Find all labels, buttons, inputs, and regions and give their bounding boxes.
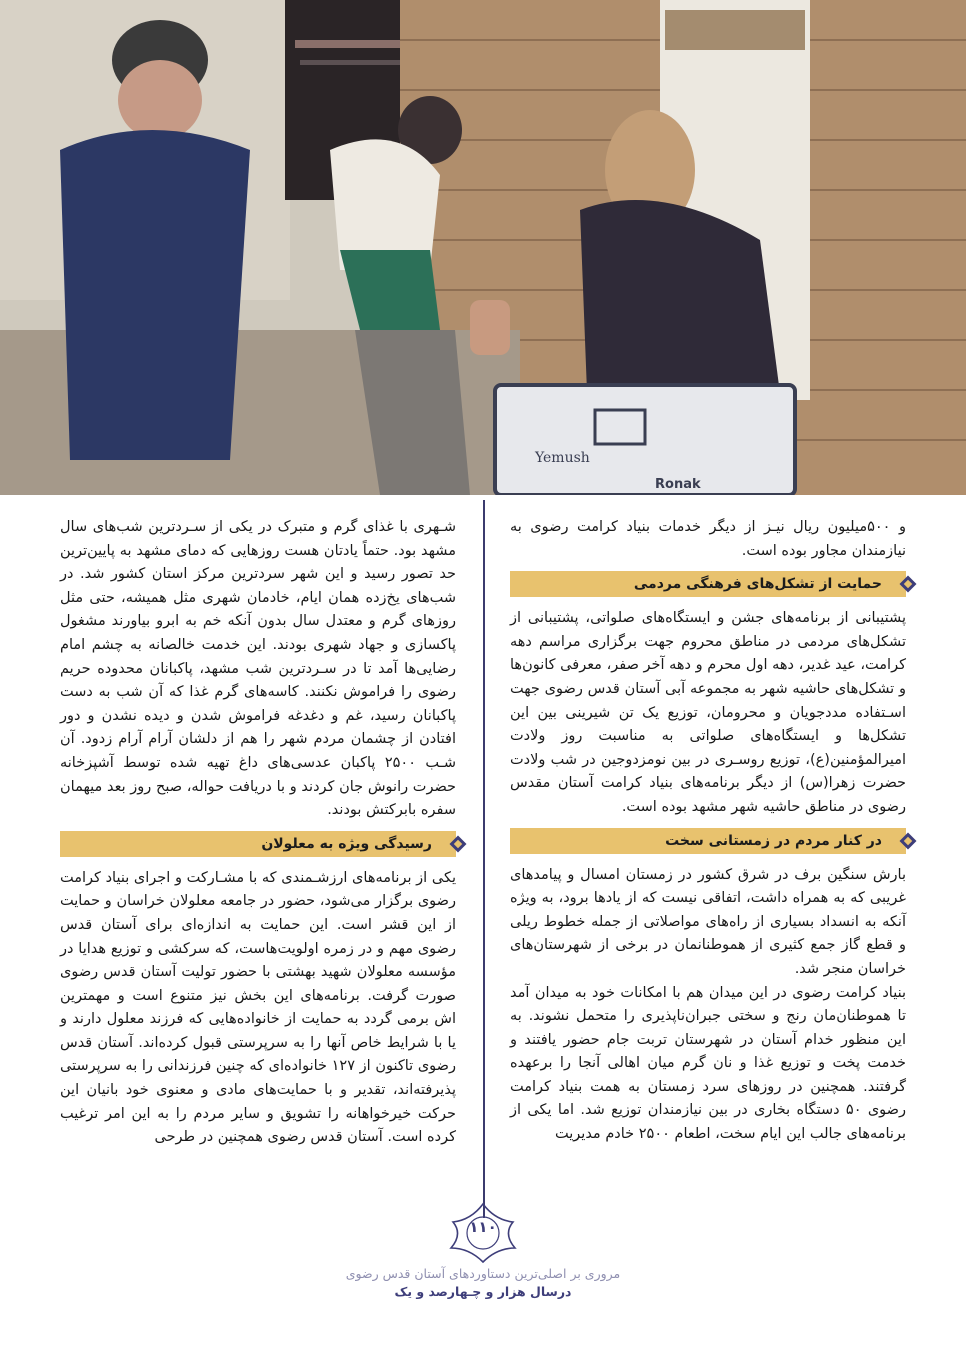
right-intro-paragraph: و ۵۰۰میلیون ریال نیـز از دیگر خدمات بنیاد کرامت رضوی به نیازمندان مجاور بوده است. [510, 519, 906, 559]
section-heading-disabled [60, 831, 456, 857]
bag-model-text: Ronak [655, 477, 701, 492]
photo-illustration [0, 0, 966, 495]
heading-diamond-icon [450, 835, 467, 852]
heading-text: رسیدگی ویژه به معلولان [261, 835, 432, 852]
section-heading-winter [510, 828, 906, 854]
right-column [510, 516, 906, 1147]
column-divider [483, 500, 485, 1218]
left-continuation-paragraph: شـهری با غذای گرم و متبرک در یکی از سـردترین شب‌های سال مشهد بود. حتماً یادتان هست روزهایی که دمای مشهد به پایین‌ترین حد تصور رسید و این شهر سردترین مرکز استان کشور شد. در شب‌های یخ‌زده همان ایام، خادمان شهری مثل همیشه، حتی مثل روزهای گرم و معتدل سال بدون آنکه خم به ابرو بیاورند مشغول پاکسازی و جهاد شهری بودند. این خدمت خالصانه به چشم امام رضایی‌ها آمد تا در سـردترین شب مشهد، پاکبانان محدوده حریم رضوی را فراموش نکنند. کاسه‌های گرم غذا که آن شب به دست پاکبانان رسید، غم و دغدغه فراموش شدن و دیده نشدن و دور افتادن از چشمان مردم شهر را هم از دلشان آرام آرام زدود. آن شـب ۲۵۰۰ پاکبان عدسی‌های داغ تهیه شده توسط آشپزخانه حضرت رانوش جان کردند و با دریافت حواله، صبح روز بعد میهمان سفره بابرکتش بودند. [60, 519, 456, 819]
page-number: ۱۱۰ [469, 1218, 497, 1236]
heading-diamond-icon [900, 832, 917, 849]
section-heading-cultural [510, 571, 906, 597]
heading-text: حمایت از تشکل‌های فرهنگی مردمی [633, 576, 882, 593]
cultural-paragraph: پشتیبانی از برنامه‌های جشن و ایستگاه‌های صلواتی، پشتیبانی از تشکل‌های مردمی در مناطق محروم جهت برگزاری مراسم دهه کرامت، عید غدیر، دهه اول محرم و دهه آخر صفر، معرفی کانون‌ها و تشکل‌های حاشیه شهر به مجموعه آبی آستان قدس رضوی جهت اسـتفاده مددجویان و محرومان، توزیع یک تن شیرینی بین این تشکل‌ها و ایستگاه‌های صلواتی به مناسبت روز ولادت امیرالمؤمنین(ع)، توزیع روسـری در بین نومزدوجین در شب ولادت حضرت زهرا(س) از دیگر برنامه‌های بنیاد کرامت آستان مقدس رضوی در مناطق حاشیه شهر مشهد بوده است. [510, 610, 906, 815]
heading-diamond-icon [900, 576, 917, 593]
disabled-paragraph: یکی از برنامه‌های ارزشـمندی که با مشـارکت و اجرای بنیاد کرامت رضوی برگزار می‌شود، حضور در جامعه معلولان خراسان و حمایت از این قشر است. این حمایت به اندازه‌ای برای آستان قدس رضوی مهم و در زمره اولویت‌هاست، که سرکشی و توزیع هدایا در مؤسسه معلولان شهید بهشتی با حضور تولیت آستان قدس رضوی صورت گرفت. برنامه‌های این بخش نیز متنوع است و مهمترین اش برمی گردد به حمایت از خانواده‌هایی که فرزند معلول دارند و یا با شرایط خاص آنها را به سرپرستی قبول کرده‌اند. آستان قدس رضوی تاکنون از ۱۲۷ خانواده‌ای که چنین فرزندانی را به سرپرستی پذیرفته‌اند، تقدیر و با حمایت‌های مادی و معنوی خود بانیان این حرکت خیرخواهانه را تشویق و سایر مردم را به این امر ترغیب کرده است. آستان قدس رضوی همچنین در طرحی [60, 869, 456, 1146]
heading-text: در کنار مردم در زمستانی سخت [665, 832, 882, 849]
bag-brand-text: Yemush [535, 450, 590, 466]
article-photo [0, 0, 966, 495]
footer-subtitle: درسال هزار و چـهارصد و یک [394, 1284, 572, 1299]
winter-paragraph-1: بارش سنگین برف در شرق کشور در زمستان امسال و پیامدهای غریبی که به همراه داشت، اتفاقی نیست که از یادها برود، به ویژه آنکه به انسداد بسیاری از راه‌های مواصلاتی از جمله خطوط ریلی و قطع گاز جمع کثیری از هموطنانمان در برخی از شهرستان‌های خراسان منجر شد. [510, 866, 906, 977]
left-column [60, 516, 456, 1150]
footer-title: مروری بر اصلی‌ترین دستاوردهای آستان قدس رضوی [345, 1266, 621, 1281]
winter-paragraph-2: بنیاد کرامت رضوی در این میدان هم با امکانات خود به میدان آمد تا هموطنان‌مان رنج و سختی جبران‌ناپذیری را متحمل نشوند. به این منظور خدام آستان در شهرستان تربت جام حضور یافتند و خدمت پخت و توزیع غذا و نان گرم میان اهالی آنجا را برعهده گرفتند. همچنین در روزهای سرد زمستان به همت بنیاد کرامت رضوی ۵۰ دستگاه بخاری در بین نیازمندان توزیع شد. اما یکی از برنامه‌های جالب این ایام سخت، اطعام ۲۵۰۰ خادم مدیریت [510, 984, 906, 1143]
